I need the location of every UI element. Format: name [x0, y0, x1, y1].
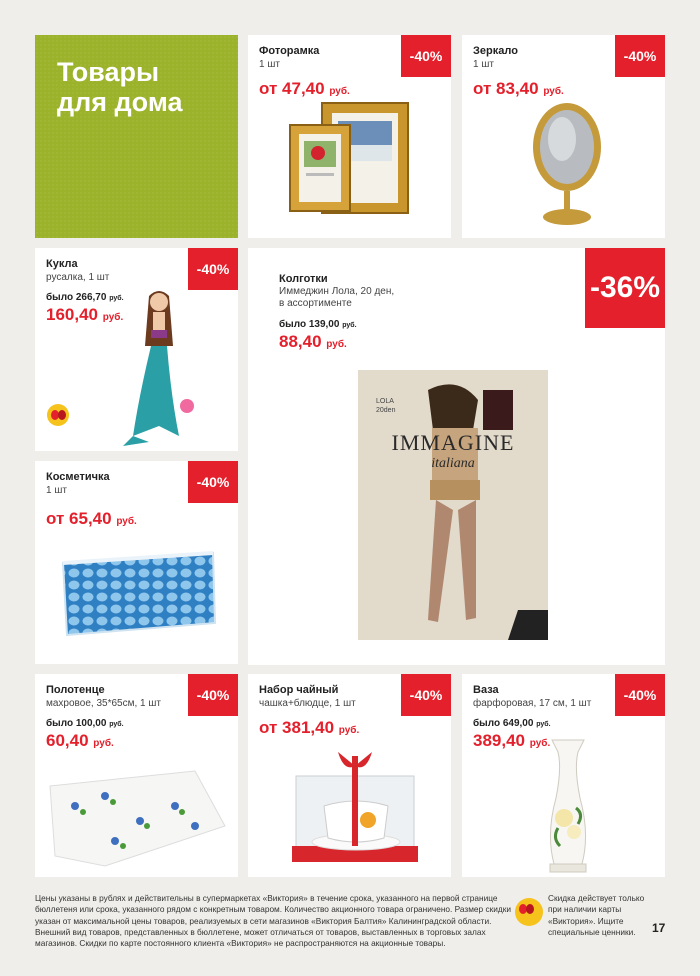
section-hero — [35, 35, 238, 238]
product-description: чашка+блюдце, 1 шт — [259, 698, 356, 709]
product-name: Набор чайный — [259, 684, 339, 696]
product-price: от 47,40 руб. — [259, 79, 350, 98]
product-name: Зеркало — [473, 45, 518, 57]
pack-label: LOLA — [376, 398, 394, 405]
mirror-image — [522, 99, 612, 229]
cosmetic-bag-image — [53, 543, 223, 643]
product-card-vase[interactable] — [462, 674, 665, 877]
product-card-tights[interactable] — [248, 248, 665, 665]
discount-badge: -40% — [188, 248, 238, 290]
product-price: от 83,40 руб. — [473, 79, 564, 98]
product-description: 1 шт — [46, 485, 67, 496]
old-price: было 139,00 руб. — [279, 319, 357, 330]
discount-badge: -40% — [401, 674, 451, 716]
discount-badge: -40% — [615, 35, 665, 77]
section-title: Товары для дома — [57, 57, 183, 117]
product-name: Ваза — [473, 684, 499, 696]
loyalty-card-icon — [515, 898, 543, 926]
discount-badge: -40% — [188, 674, 238, 716]
product-description: Иммеджин Лола, 20 ден, в ассортименте — [279, 286, 395, 309]
discount-badge: -40% — [188, 461, 238, 503]
discount-badge: -40% — [401, 35, 451, 77]
product-card-mirror[interactable] — [462, 35, 665, 238]
discount-badge: -40% — [615, 674, 665, 716]
product-description: русалка, 1 шт — [46, 272, 110, 283]
product-description: 1 шт — [259, 59, 280, 70]
page-number: 17 — [652, 921, 666, 935]
product-description: махровое, 35*65см, 1 шт — [46, 698, 161, 709]
photo-frame-image — [288, 101, 418, 221]
product-card-tea-set[interactable] — [248, 674, 451, 877]
product-name: Кукла — [46, 258, 78, 270]
pack-den: 20den — [376, 407, 396, 414]
tea-set-image — [288, 746, 423, 871]
card-discount-note: Скидка действует только при наличии карты «Виктория». Ищите специальные ценники. — [548, 893, 645, 937]
vase-image — [538, 738, 598, 874]
product-price: 160,40 руб. — [46, 305, 124, 324]
towel-image — [45, 766, 230, 871]
old-price: было 100,00 руб. — [46, 718, 124, 729]
old-price: было 266,70 руб. — [46, 292, 124, 303]
product-name: Колготки — [279, 273, 328, 285]
product-name: Полотенце — [46, 684, 105, 696]
tights-package-image — [358, 370, 548, 640]
product-card-cosmetic-bag[interactable] — [35, 461, 238, 664]
brand-logo: IMMAGINE — [391, 430, 515, 455]
product-card-frame[interactable] — [248, 35, 451, 238]
product-price: от 65,40 руб. — [46, 509, 137, 528]
product-card-doll[interactable] — [35, 248, 238, 451]
doll-image — [119, 286, 199, 448]
legal-disclaimer: Цены указаны в рублях и действительны в супермаркетах «Виктория» в течение срока, указанного на первой странице бюллетеня или срока, указанного рядом с конкретным товаром. Количество акционного товара ограничено. Размер скидки указан от максимальной цены товаров, реализуемых в сети магазинов «Виктория Балтия» Калининградской области. Внешний вид товаров, представленных в бюллетене, может отличаться от товаров, выставленных в торговых залах магазинов. Скидки по карте постоянного клиента «Виктория» не распространяются на акционные товары. — [35, 893, 511, 949]
product-price: от 381,40 руб. — [259, 718, 360, 737]
product-name: Косметичка — [46, 471, 110, 483]
old-price: было 649,00 руб. — [473, 718, 551, 729]
product-card-towel[interactable] — [35, 674, 238, 877]
product-price: 88,40 руб. — [279, 332, 347, 351]
product-name: Фоторамка — [259, 45, 320, 57]
brand-subtitle: italiana — [431, 456, 475, 471]
loyalty-card-icon — [47, 404, 69, 426]
discount-badge: -36% — [585, 248, 665, 328]
product-price: 60,40 руб. — [46, 731, 114, 750]
product-description: 1 шт — [473, 59, 494, 70]
product-description: фарфоровая, 17 см, 1 шт — [473, 698, 592, 709]
product-price: 389,40 руб. — [473, 731, 551, 750]
